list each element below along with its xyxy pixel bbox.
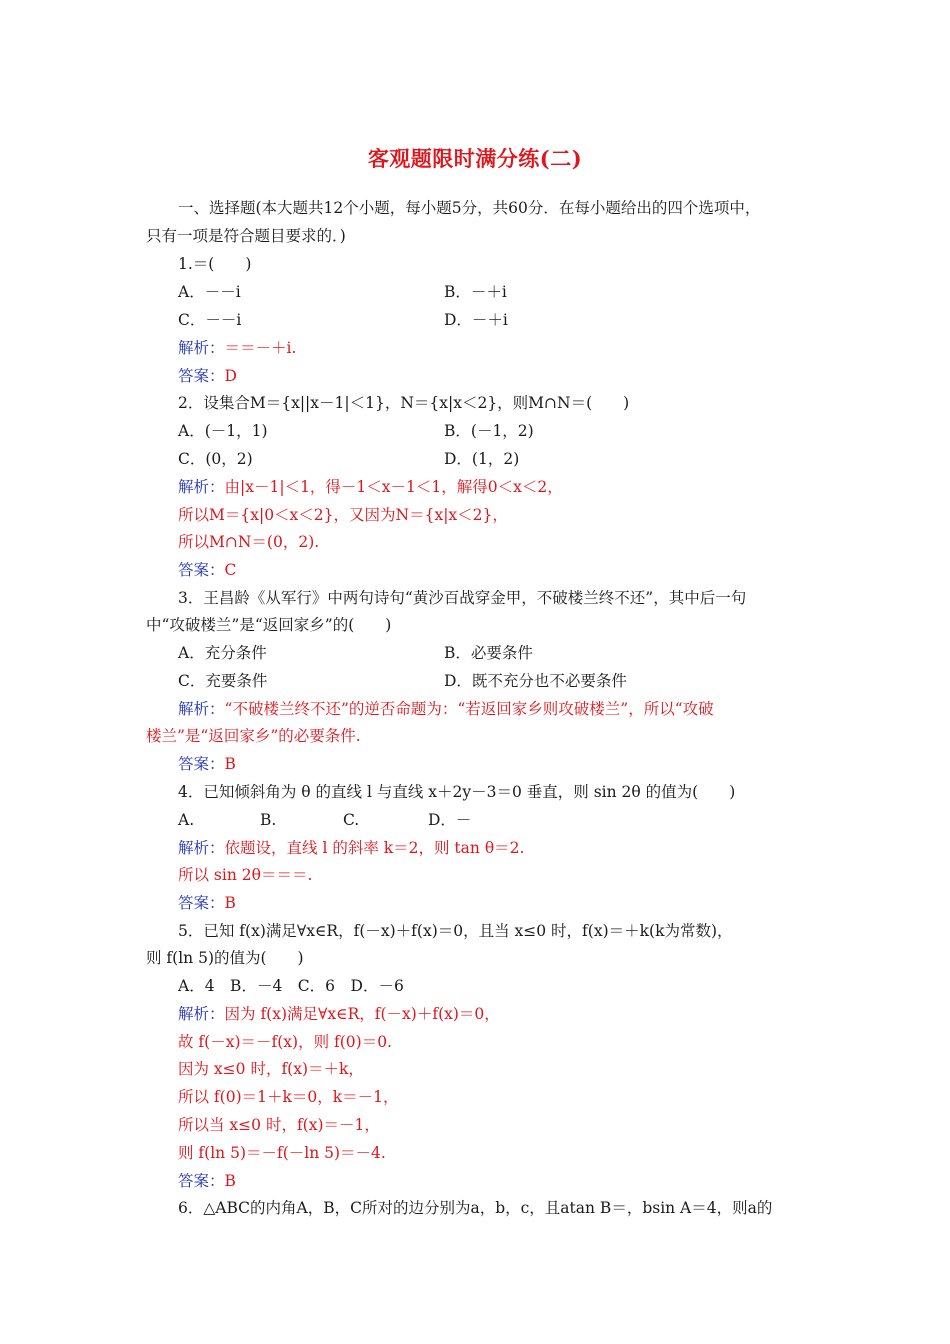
analysis-text: ＝＝－＋i. — [224, 339, 297, 357]
answer-label: 答案： — [178, 894, 225, 912]
answer-value: B — [224, 894, 236, 912]
question-4-option-c: C. — [343, 811, 360, 829]
question-3-answer — [178, 754, 236, 774]
question-5-analysis-line-2: 故 f(－x)＝－f(x)，则 f(0)＝0. — [178, 1033, 392, 1051]
question-2-analysis-line-3: 所以M∩N＝(0，2). — [178, 533, 320, 551]
analysis-text: 因为 f(x)满足∀x∈R，f(－x)＋f(x)＝0， — [224, 1005, 500, 1023]
analysis-label: 解析： — [178, 1005, 225, 1023]
question-2-analysis — [178, 477, 563, 497]
question-5-analysis-line-4: 所以 f(0)＝1＋k＝0，k＝－1， — [178, 1088, 399, 1106]
question-1-option-a: A．－－i — [178, 283, 241, 301]
question-5-stem-line-1: 5．已知 f(x)满足∀x∈R，f(－x)＋f(x)＝0，且当 x≤0 时，f(x)＝＋k(k为常数)， — [178, 922, 733, 940]
question-5-options: A．4 B．－4 C．6 D．－6 — [178, 977, 404, 995]
question-3-analysis — [178, 699, 714, 719]
analysis-label: 解析： — [178, 478, 225, 496]
question-2-analysis-line-2: 所以M＝{x|0＜x＜2}，又因为N＝{x|x＜2}， — [178, 506, 508, 524]
analysis-text: “不破楼兰终不还”的逆否命题为：“若返回家乡则攻破楼兰”，所以“攻破 — [224, 700, 714, 718]
answer-label: 答案： — [178, 561, 225, 579]
intro-line-2: 只有一项是符合题目要求的．) — [146, 227, 346, 245]
question-3-analysis-line-2: 楼兰”是“返回家乡”的必要条件. — [146, 727, 361, 745]
question-5-analysis-line-3: 因为 x≤0 时，f(x)＝＋k， — [178, 1060, 364, 1078]
question-4-option-b: B. — [260, 811, 277, 829]
question-2-option-a: A．(－1，1) — [178, 422, 268, 440]
question-3-option-a: A．充分条件 — [178, 644, 267, 662]
question-5-analysis — [178, 1004, 500, 1024]
answer-label: 答案： — [178, 755, 225, 773]
analysis-text: 由|x－1|＜1，得－1＜x－1＜1，解得0＜x＜2， — [224, 478, 563, 496]
question-4-option-d: D．－ — [428, 811, 472, 829]
answer-label: 答案： — [178, 367, 225, 385]
question-3-stem-line-1: 3．王昌龄《从军行》中两句诗句“黄沙百战穿金甲，不破楼兰终不还”，其中后一句 — [178, 589, 747, 607]
question-4-analysis-line-2: 所以 sin 2θ＝＝＝. — [178, 866, 313, 884]
question-1-option-b: B．－＋i — [444, 283, 507, 301]
question-5-answer — [178, 1171, 236, 1191]
question-4-answer — [178, 893, 236, 913]
question-2-stem: 2．设集合M＝{x||x－1|＜1}，N＝{x|x＜2}，则M∩N＝( ) — [178, 394, 630, 412]
question-3-option-b: B．必要条件 — [444, 644, 533, 662]
question-2-option-d: D．(1，2) — [444, 450, 520, 468]
answer-value: B — [224, 1172, 236, 1190]
question-3-option-c: C．充要条件 — [178, 672, 268, 690]
question-1-analysis — [178, 338, 296, 358]
question-4-option-a: A. — [178, 811, 195, 829]
page-title: 客观题限时满分练(二) — [367, 146, 583, 171]
answer-label: 答案： — [178, 1172, 225, 1190]
question-6-stem: 6．△ABC的内角A，B，C所对的边分别为a，b，c，且atan B＝，bsin A＝4，则a的 — [178, 1199, 773, 1217]
question-1-option-d: D．－＋i — [444, 311, 508, 329]
answer-value: B — [224, 755, 236, 773]
question-2-option-b: B．(－1，2) — [444, 422, 534, 440]
question-3-stem-line-2: 中“攻破楼兰”是“返回家乡”的( ) — [146, 616, 392, 634]
answer-value: D — [224, 367, 237, 385]
question-3-option-d: D．既不充分也不必要条件 — [444, 672, 627, 690]
analysis-label: 解析： — [178, 700, 225, 718]
question-4-stem: 4．已知倾斜角为 θ 的直线 l 与直线 x＋2y－3＝0 垂直，则 sin 2θ 的值为( ) — [178, 783, 736, 801]
question-2-answer — [178, 560, 236, 580]
analysis-label: 解析： — [178, 839, 225, 857]
question-2-option-c: C．(0，2) — [178, 450, 253, 468]
analysis-text: 依题设，直线 l 的斜率 k＝2，则 tan θ＝2. — [224, 839, 525, 857]
question-5-analysis-line-5: 所以当 x≤0 时，f(x)＝－1， — [178, 1116, 380, 1134]
intro-line-1: 一、选择题(本大题共12个小题，每小题5分，共60分．在每小题给出的四个选项中， — [178, 199, 761, 217]
answer-value: C — [224, 561, 237, 579]
question-4-analysis — [178, 838, 524, 858]
question-1-option-c: C．－－i — [178, 311, 242, 329]
question-1-answer — [178, 366, 237, 386]
question-5-analysis-line-6: 则 f(ln 5)＝－f(－ln 5)＝－4. — [178, 1144, 386, 1162]
analysis-label: 解析： — [178, 339, 225, 357]
question-1-stem: 1.＝( ) — [178, 255, 252, 273]
question-5-stem-line-2: 则 f(ln 5)的值为( ) — [146, 949, 304, 967]
